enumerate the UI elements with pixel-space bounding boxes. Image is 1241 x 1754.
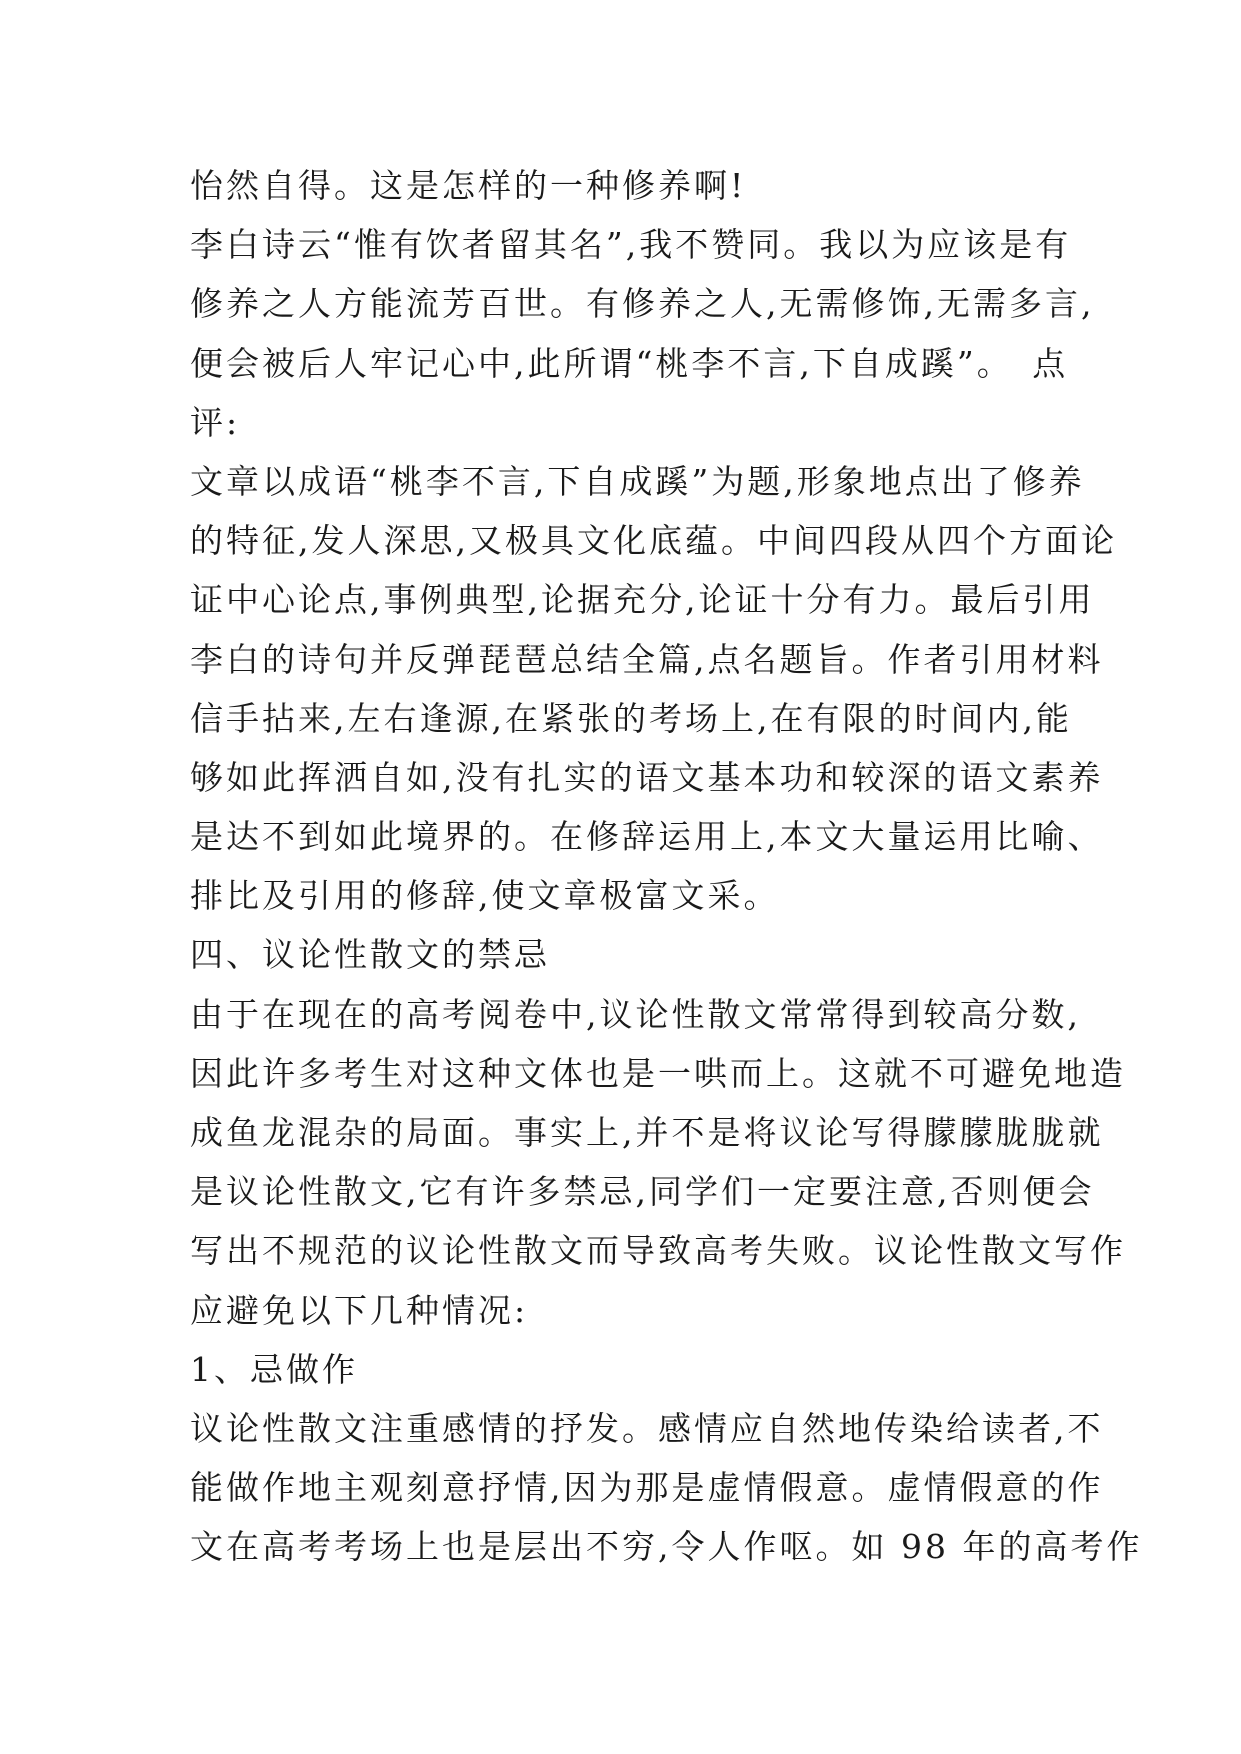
text-line: 排比及引用的修辞,使文章极富文采。: [190, 876, 780, 916]
text-line: 能做作地主观刻意抒情,因为那是虚情假意。虚情假意的作: [190, 1468, 1104, 1508]
text-line: 便会被后人牢记心中,此所谓“桃李不言,下自成蹊”。 点: [190, 343, 1069, 383]
text-line: 李白的诗句并反弹琵琶总结全篇,点名题旨。作者引用材料: [190, 639, 1104, 679]
text-line: 怡然自得。这是怎样的一种修养啊!: [190, 166, 747, 205]
text-line: 写出不规范的议论性散文而导致高考失败。议论性散文写作: [190, 1231, 1126, 1271]
text-line: 的特征,发人深思,又极具文化底蕴。中间四段从四个方面论: [190, 521, 1117, 561]
text-line: 信手拈来,左右逢源,在紧张的考场上,在有限的时间内,能: [190, 698, 1072, 738]
text-line: 应避免以下几种情况:: [190, 1290, 529, 1330]
text-line: 由于在现在的高考阅卷中,议论性散文常常得到较高分数,: [190, 994, 1081, 1034]
text-line: 是议论性散文,它有许多禁忌,同学们一定要注意,否则便会: [190, 1172, 1095, 1212]
body-text: [190, 156, 1143, 1577]
text-line: 议论性散文注重感情的抒发。感情应自然地传染给读者,不: [190, 1408, 1104, 1448]
text-line: 是达不到如此境界的。在修辞运用上,本文大量运用比喻、: [190, 817, 1104, 857]
text-line: 文在高考考场上也是层出不穷,令人作呕。如 98 年的高考作: [190, 1527, 1143, 1567]
section-heading: 四、议论性散文的禁忌: [190, 935, 550, 975]
text-line: 李白诗云“惟有饮者留其名”,我不赞同。我以为应该是有: [190, 225, 1072, 265]
text-line: 因此许多考生对这种文体也是一哄而上。这就不可避免地造: [190, 1053, 1126, 1093]
text-line: 成鱼龙混杂的局面。事实上,并不是将议论写得朦朦胧胧就: [190, 1113, 1104, 1152]
subsection-heading: 1、忌做作: [190, 1349, 358, 1389]
text-line: 证中心论点,事例典型,论据充分,论证十分有力。最后引用: [190, 580, 1095, 620]
text-line: 修养之人方能流芳百世。有修养之人,无需修饰,无需多言,: [190, 284, 1095, 324]
text-line: 评:: [190, 402, 241, 442]
text-line: 文章以成语“桃李不言,下自成蹊”为题,形象地点出了修养: [190, 461, 1085, 501]
text-line: 够如此挥洒自如,没有扎实的语文基本功和较深的语文素养: [190, 757, 1104, 797]
